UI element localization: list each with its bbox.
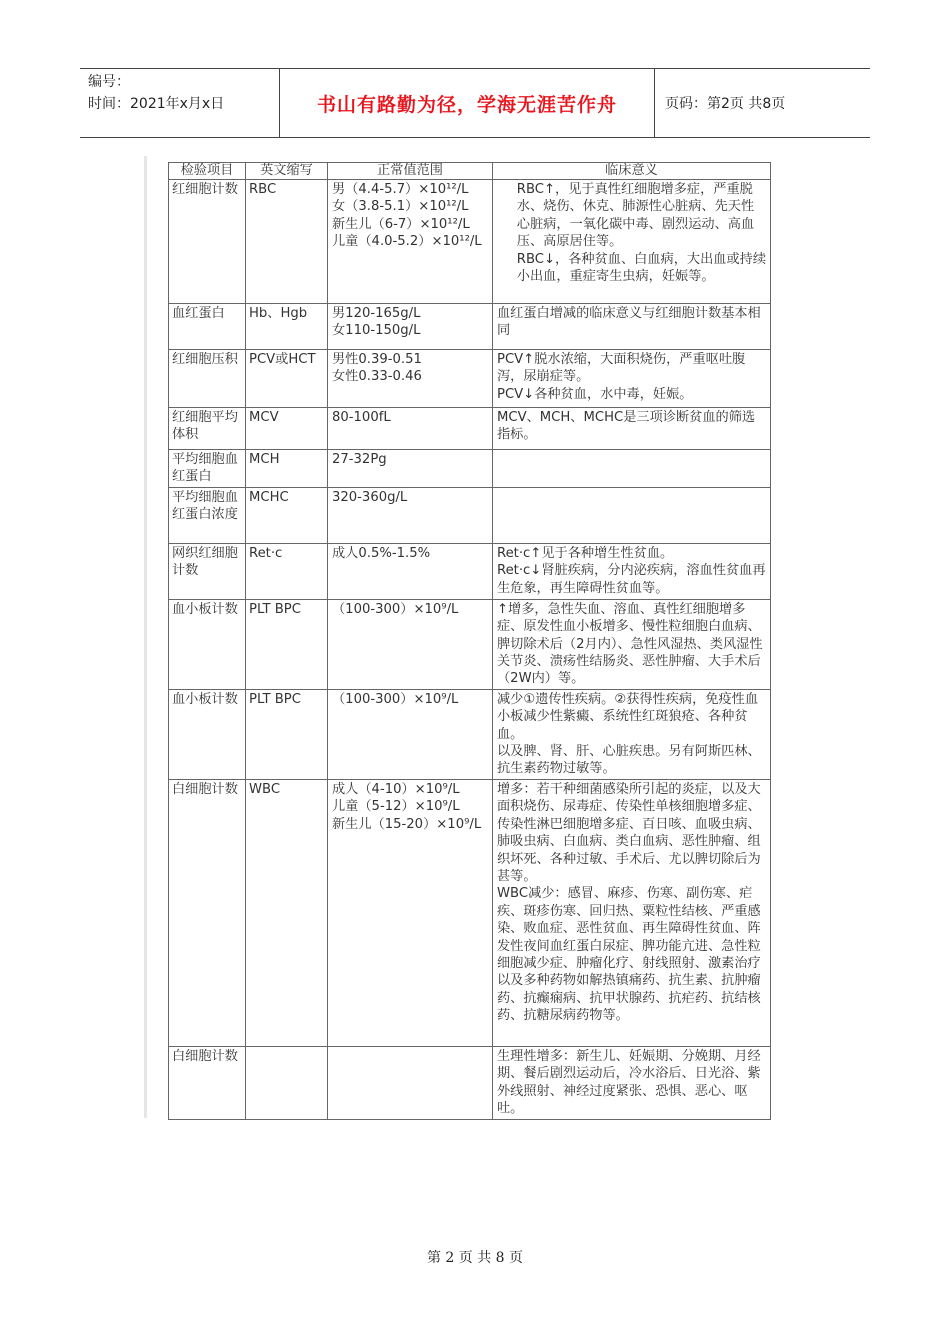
column-header-meaning: 临床意义	[493, 163, 771, 180]
cell-item: 血小板计数	[169, 689, 246, 779]
page-footer: 第 2 页 共 8 页	[426, 1250, 524, 1266]
document-number-label: 编号：	[88, 74, 130, 90]
range-line: 男性0.39-0.51	[332, 352, 422, 367]
cell-meaning	[493, 304, 771, 350]
cell-meaning	[493, 350, 771, 408]
cell-abbr: Hb、Hgb	[246, 304, 328, 350]
table-row	[169, 779, 771, 1046]
lab-reference-table	[168, 162, 771, 1120]
cell-meaning	[493, 599, 771, 689]
cell-abbr: MCHC	[246, 487, 328, 543]
meaning-paragraph: 生理性增多：新生儿、妊娠期、分娩期、月经期、餐后剧烈运动后，冷水浴后、日光浴、紫外线照射、神经过度紧张、恐惧、恶心、呕吐。	[497, 1048, 761, 1117]
cell-meaning	[493, 408, 771, 450]
cell-abbr: PCV或HCT	[246, 350, 328, 408]
meaning-paragraph: 增多：若干种细菌感染所引起的炎症，以及大面积烧伤、尿毒症、传染性单核细胞增多症、传染性淋巴细胞增多症、百日咳、血吸虫病、肺吸虫病、白血病、类白血病、恶性肿瘤、组织坏死、各种过敏、手术后、尤以脾切除后为甚等。	[497, 781, 761, 884]
range-line: 女性0.33-0.46	[332, 369, 422, 385]
meaning-paragraph: MCV、MCH、MCHC是三项诊断贫血的筛选指标。	[497, 410, 756, 443]
range-line: 新生儿（15-20）×10⁹/L	[332, 816, 482, 832]
meaning-paragraph: 以及脾、肾、肝、心脏疾患。另有阿斯匹林、抗生素药物过敏等。	[497, 744, 761, 777]
cell-meaning	[493, 450, 771, 488]
page-header	[80, 68, 870, 138]
cell-range	[328, 180, 493, 304]
range-line: （100-300）×10⁹/L	[332, 691, 459, 707]
cell-meaning	[493, 1046, 771, 1119]
cell-range	[328, 304, 493, 350]
range-line: 女（3.8-5.1）×10¹²/L	[332, 199, 469, 215]
table-row	[169, 1046, 771, 1119]
document-date-label: 时间：2021年x月x日	[88, 96, 225, 112]
range-line: 女110-150g/L	[332, 323, 421, 339]
column-header-abbr: 英文缩写	[246, 163, 328, 180]
cell-abbr: RBC	[246, 180, 328, 304]
table-row	[169, 350, 771, 408]
cell-item: 平均细胞血红蛋白浓度	[169, 487, 246, 543]
cell-meaning	[493, 779, 771, 1046]
cell-meaning	[493, 689, 771, 779]
table-row	[169, 543, 771, 599]
header-page-number: 页码：第2页 共8页	[665, 96, 786, 112]
table-row	[169, 304, 771, 350]
meaning-paragraph: WBC减少：感冒、麻疹、伤寒、副伤寒、疟疾、斑疹伤寒、回归热、粟粒性结核、严重感染、败血症、恶性贫血、再生障碍性贫血、阵发性夜间血红蛋白尿症、脾功能亢进、急性粒细胞减少症、肿瘤化疗、射线照射、激素治疗以及多种药物如解热镇痛药、抗生素、抗肿瘤药、抗癫痫病、抗甲状腺药、抗疟药、抗结核药、抗糖尿病药物等。	[497, 886, 761, 1024]
meaning-paragraph: 减少①遗传性疾病。②获得性疾病，免疫性血小板减少性紫癜、系统性红斑狼疮、各种贫血。	[497, 691, 759, 742]
table-row	[169, 180, 771, 304]
header-motto: 书山有路勤为径，学海无涯苦作舟	[280, 69, 655, 137]
range-line: 儿童（4.0-5.2）×10¹²/L	[332, 234, 482, 250]
cell-abbr: Ret·c	[246, 543, 328, 599]
cell-meaning	[493, 543, 771, 599]
range-line: 成人（4-10）×10⁹/L	[332, 781, 460, 797]
cell-item: 红细胞平均体积	[169, 408, 246, 450]
meaning-paragraph: 血红蛋白增减的临床意义与红细胞计数基本相 同	[497, 306, 761, 339]
cell-item: 红细胞压积	[169, 350, 246, 408]
cell-item: 平均细胞血红蛋白	[169, 450, 246, 488]
cell-abbr: MCH	[246, 450, 328, 488]
range-line: （100-300）×10⁹/L	[332, 601, 459, 617]
range-line: 成人0.5%-1.5%	[332, 545, 431, 561]
cell-range	[328, 450, 493, 488]
range-line: 新生儿（6-7）×10¹²/L	[332, 216, 470, 232]
cell-abbr: MCV	[246, 408, 328, 450]
range-line: 320-360g/L	[332, 489, 408, 505]
cell-range	[328, 1046, 493, 1119]
cell-item: 白细胞计数	[169, 1046, 246, 1119]
cell-range	[328, 350, 493, 408]
table-row	[169, 487, 771, 543]
lab-reference-table-image	[144, 156, 776, 1118]
meaning-paragraph: RBC↑，见于真性红细胞增多症，严重脱水、烧伤、休克、肺源性心脏病、先天性心脏病，一氧化碳中毒、剧烈运动、高血压、高原居住等。	[516, 182, 755, 250]
table-row	[169, 599, 771, 689]
cell-item: 白细胞计数	[169, 779, 246, 1046]
table-header-row	[169, 163, 771, 180]
meaning-paragraph: PCV↓各种贫血，水中毒，妊娠。	[497, 386, 693, 402]
table-row	[169, 689, 771, 779]
range-line: 27-32Pg	[332, 452, 387, 467]
cell-abbr: WBC	[246, 779, 328, 1046]
column-header-item: 检验项目	[169, 163, 246, 180]
cell-range	[328, 487, 493, 543]
cell-item: 红细胞计数	[169, 180, 246, 304]
meaning-paragraph: ↑增多，急性失血、溶血、真性红细胞增多症、原发性血小板增多、慢性粒细胞白血病、脾切除术后（2月内）、急性风湿热、类风湿性关节炎、溃疡性结肠炎、恶性肿瘤、大手术后（2W内）等。	[497, 601, 763, 687]
range-line: 儿童（5-12）×10⁹/L	[332, 799, 460, 815]
column-header-range: 正常值范围	[328, 163, 493, 180]
scan-edge-shadow	[144, 156, 147, 1118]
cell-item: 血小板计数	[169, 599, 246, 689]
cell-range	[328, 408, 493, 450]
cell-range	[328, 599, 493, 689]
cell-range	[328, 543, 493, 599]
cell-abbr	[246, 1046, 328, 1119]
meaning-paragraph: Ret·c↓肾脏疾病，分内泌疾病，溶血性贫血再生危象，再生障碍性贫血等。	[497, 563, 766, 596]
cell-item: 网织红细胞计数	[169, 543, 246, 599]
cell-range	[328, 689, 493, 779]
range-line: 男（4.4-5.7）×10¹²/L	[332, 182, 469, 197]
cell-meaning	[493, 180, 771, 304]
table-row	[169, 450, 771, 488]
header-meta	[80, 69, 280, 137]
cell-meaning	[493, 487, 771, 543]
range-line: 男120-165g/L	[332, 306, 421, 321]
range-line: 80-100fL	[332, 410, 391, 425]
cell-abbr: PLT BPC	[246, 599, 328, 689]
table-row	[169, 408, 771, 450]
meaning-paragraph: Ret·c↑见于各种增生性贫血。	[497, 545, 674, 561]
cell-item: 血红蛋白	[169, 304, 246, 350]
cell-abbr: PLT BPC	[246, 689, 328, 779]
meaning-paragraph: PCV↑脱水浓缩，大面积烧伤，严重呕吐腹泻，尿崩症等。	[497, 352, 746, 385]
meaning-paragraph: RBC↓，各种贫血、白血病，大出血或持续小出血，重症寄生虫病，妊娠等。	[516, 251, 767, 285]
cell-range	[328, 779, 493, 1046]
